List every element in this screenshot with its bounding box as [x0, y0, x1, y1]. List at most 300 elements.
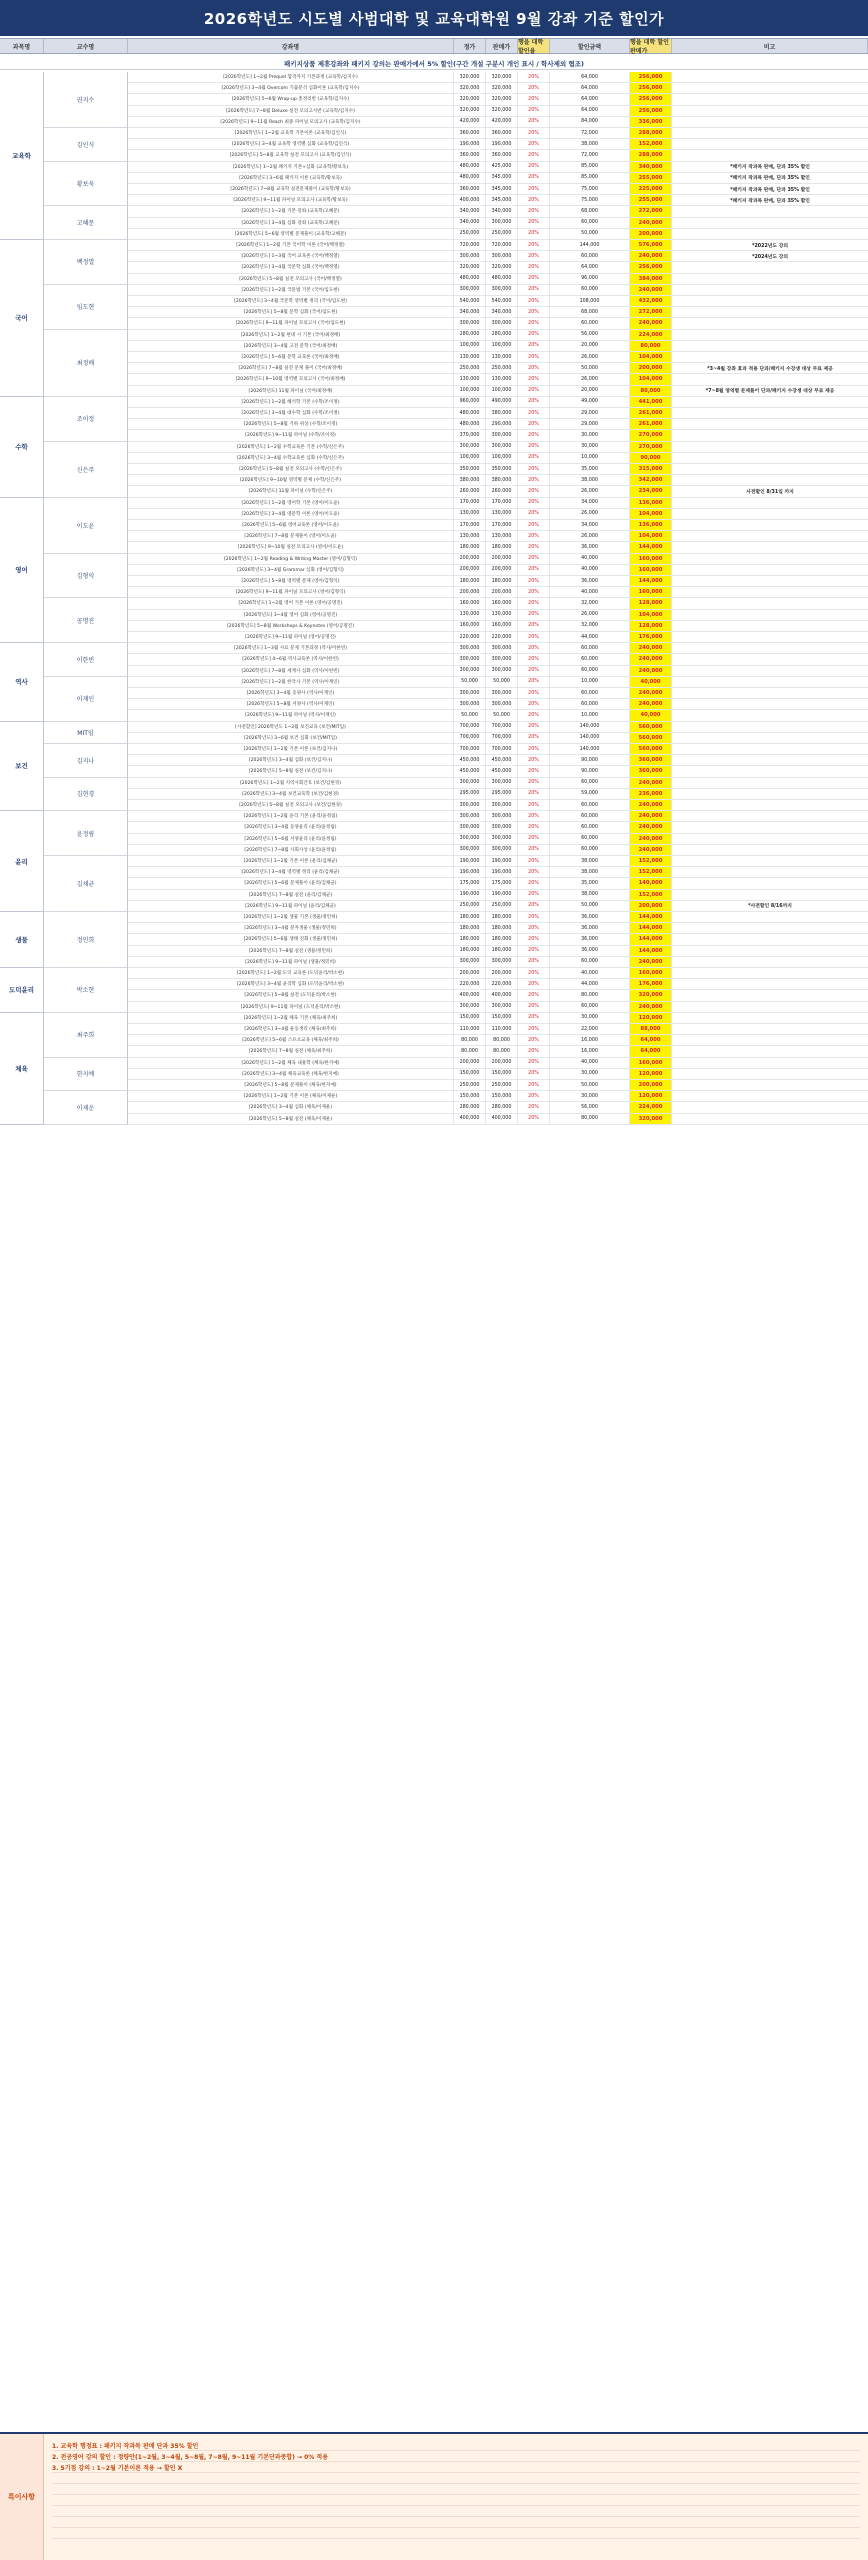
discount-amount: 29,000	[550, 419, 630, 429]
discount-amount: 34,000	[550, 520, 630, 530]
table-row	[128, 610, 868, 621]
table-row	[128, 1069, 868, 1080]
discount-rate: 20%	[518, 72, 550, 82]
row-note	[672, 878, 868, 888]
row-note	[672, 150, 868, 160]
course-name: [2026학년도] 5~6월 문학 교육론 (국어/최정배)	[128, 352, 454, 362]
list-price: 200,000	[454, 968, 486, 978]
list-price: 360,000	[454, 150, 486, 160]
row-note	[672, 1080, 868, 1090]
discount-amount: 38,000	[550, 867, 630, 877]
final-price: 64,000	[630, 1035, 672, 1045]
list-price: 300,000	[454, 666, 486, 676]
row-note	[672, 1114, 868, 1124]
sale-price: 450,000	[486, 766, 518, 776]
final-price: 240,000	[630, 643, 672, 653]
table-row	[128, 733, 868, 744]
final-price: 240,000	[630, 218, 672, 228]
discount-rate: 20%	[518, 744, 550, 754]
sale-price: 190,000	[486, 867, 518, 877]
discount-amount: 44,000	[550, 632, 630, 642]
discount-rate: 20%	[518, 83, 550, 93]
final-price: 560,000	[630, 733, 672, 743]
final-price: 432,000	[630, 296, 672, 306]
final-price: 576,000	[630, 240, 672, 250]
row-note	[672, 923, 868, 933]
sale-price: 200,000	[486, 587, 518, 597]
sale-price: 345,000	[486, 173, 518, 183]
list-price: 250,000	[454, 229, 486, 239]
final-price: 320,000	[630, 990, 672, 1000]
discount-rate: 20%	[518, 1080, 550, 1090]
list-price: 720,000	[454, 240, 486, 250]
sale-price: 100,000	[486, 453, 518, 463]
discount-amount: 26,000	[550, 352, 630, 362]
list-price: 450,000	[454, 766, 486, 776]
discount-rate: 20%	[518, 1058, 550, 1068]
course-name: [2026학년도] 9~11월 파이널 (역사/이재인)	[128, 710, 454, 720]
final-price: 224,000	[630, 330, 672, 340]
course-name: [2026학년도] 3~4월 분자생물 (생물/정민희)	[128, 923, 454, 933]
sale-price: 350,000	[486, 464, 518, 474]
final-price: 255,000	[630, 173, 672, 183]
discount-rate: 20%	[518, 318, 550, 328]
final-price: 104,000	[630, 531, 672, 541]
final-price: 236,000	[630, 789, 672, 799]
discount-rate: 20%	[518, 1069, 550, 1079]
course-name: [2026학년도] 1~2월 윤리 기본 (윤리/윤정림)	[128, 811, 454, 821]
row-note	[672, 442, 868, 452]
course-name: [2026학년도] 3~4월 동양윤리 (윤리/윤정림)	[128, 822, 454, 832]
row-note	[672, 542, 868, 552]
final-price: 270,000	[630, 442, 672, 452]
final-price: 261,000	[630, 419, 672, 429]
discount-rate: 20%	[518, 811, 550, 821]
discount-rate: 20%	[518, 240, 550, 250]
discount-amount: 49,000	[550, 397, 630, 407]
course-name: [2026학년도] 9~11월 파이널 (도덕윤리/박소현)	[128, 1002, 454, 1012]
table-row	[128, 878, 868, 889]
list-price: 380,000	[454, 475, 486, 485]
discount-rate: 20%	[518, 1091, 550, 1101]
course-name: [2026학년도] 3~4월 운동생리 (체육/최주희)	[128, 1024, 454, 1034]
list-price: 80,000	[454, 1046, 486, 1056]
table-row	[128, 621, 868, 632]
final-price: 288,000	[630, 150, 672, 160]
discount-amount: 26,000	[550, 486, 630, 496]
course-name: [2026학년도] 1~2월 지역사회간호 (보건/김현경)	[128, 778, 454, 788]
discount-amount: 60,000	[550, 688, 630, 698]
discount-amount: 40,000	[550, 565, 630, 575]
discount-rate: 20%	[518, 419, 550, 429]
discount-rate: 20%	[518, 890, 550, 900]
course-name: [2026학년도] 3~4월 영문학 이론 (영어/이도윤)	[128, 509, 454, 519]
row-note: *사전할인 8/16까지	[748, 904, 792, 910]
row-note	[672, 755, 868, 765]
subject-name: 교육학	[0, 72, 44, 240]
table-row	[128, 486, 868, 497]
discount-amount: 75,000	[550, 184, 630, 194]
discount-amount: 72,000	[550, 150, 630, 160]
row-note	[672, 677, 868, 687]
table-row	[128, 722, 868, 733]
discount-amount: 60,000	[550, 285, 630, 295]
teacher-name: 권지수	[44, 72, 128, 128]
final-price: 64,000	[630, 1046, 672, 1056]
course-name: [2026학년도] 9~11월 파이널 모의고사 (영어/김형익)	[128, 587, 454, 597]
sale-price: 300,000	[486, 800, 518, 810]
row-note	[672, 1069, 868, 1079]
list-price: 160,000	[454, 598, 486, 608]
discount-rate: 20%	[518, 430, 550, 440]
header-subject: 과목명	[0, 39, 44, 53]
course-name: [2026학년도] 9~11월 파이널 (윤리/김채균)	[128, 901, 454, 911]
final-price: 144,000	[630, 542, 672, 552]
row-note	[672, 94, 868, 104]
sale-price: 300,000	[486, 643, 518, 653]
final-price: 441,000	[630, 397, 672, 407]
list-price: 480,000	[454, 419, 486, 429]
list-price: 220,000	[454, 979, 486, 989]
list-price: 100,000	[454, 341, 486, 351]
discount-rate: 20%	[518, 990, 550, 1000]
final-price: 152,000	[630, 139, 672, 149]
course-name: [2026학년도] 11월 파이널 (수학/신은주)	[128, 486, 454, 496]
row-note	[672, 845, 868, 855]
table-row	[128, 822, 868, 833]
table-row	[128, 386, 868, 397]
discount-amount: 56,000	[550, 330, 630, 340]
discount-rate: 20%	[518, 94, 550, 104]
sale-price: 320,000	[486, 262, 518, 272]
final-price: 256,000	[630, 83, 672, 93]
teacher-name: 신은주	[44, 442, 128, 498]
sale-price: 300,000	[486, 811, 518, 821]
course-name: [2026학년도] 7~8월 실전 문제 풀이 (국어/최정배)	[128, 363, 454, 373]
sale-price: 200,000	[486, 1058, 518, 1068]
course-name: [2026학년도] 5~8월 실전 (체육/이제운)	[128, 1114, 454, 1124]
final-price: 240,000	[630, 688, 672, 698]
row-note	[672, 475, 868, 485]
teacher-name: 조이정	[44, 397, 128, 442]
row-note	[672, 744, 868, 754]
sale-price: 260,000	[486, 486, 518, 496]
teacher-name: 황보욱	[44, 162, 128, 207]
list-price: 700,000	[454, 733, 486, 743]
final-price: 144,000	[630, 576, 672, 586]
final-price: 272,000	[630, 206, 672, 216]
discount-amount: 36,000	[550, 576, 630, 586]
final-price: 144,000	[630, 946, 672, 956]
course-name: [2026학년도] 9~10월 영역별 문제 (수학/신은주)	[128, 475, 454, 485]
discount-amount: 32,000	[550, 621, 630, 631]
sale-price: 130,000	[486, 509, 518, 519]
course-name: [2026학년도] 7~8월 실전 (생물/정민희)	[128, 946, 454, 956]
row-note	[672, 554, 868, 564]
special-notes-lines	[44, 2434, 868, 2560]
discount-amount: 64,000	[550, 94, 630, 104]
sale-price: 320,000	[486, 106, 518, 116]
list-price: 300,000	[454, 318, 486, 328]
discount-rate: 20%	[518, 845, 550, 855]
discount-amount: 16,000	[550, 1046, 630, 1056]
list-price: 300,000	[454, 285, 486, 295]
list-price: 180,000	[454, 946, 486, 956]
discount-rate: 20%	[518, 442, 550, 452]
table-row	[128, 1013, 868, 1024]
discount-rate: 20%	[518, 262, 550, 272]
sale-price: 340,000	[486, 206, 518, 216]
list-price: 150,000	[454, 1091, 486, 1101]
discount-rate: 20%	[518, 654, 550, 664]
row-note	[672, 341, 868, 351]
discount-amount: 38,000	[550, 890, 630, 900]
final-price: 80,000	[630, 341, 672, 351]
final-price: 176,000	[630, 632, 672, 642]
final-price: 176,000	[630, 979, 672, 989]
course-name: [2026학년도] 3~6월 보건 심화 (보건/MIT임)	[128, 733, 454, 743]
final-price: 240,000	[630, 778, 672, 788]
course-name: [2026학년도] 5~8월 서양사 (역사/이재인)	[128, 699, 454, 709]
discount-amount: 40,000	[550, 1058, 630, 1068]
discount-amount: 22,000	[550, 1024, 630, 1034]
discount-amount: 60,000	[550, 251, 630, 261]
final-price: 104,000	[630, 509, 672, 519]
sale-price: 250,000	[486, 363, 518, 373]
row-note	[672, 1046, 868, 1056]
teacher-name: 박소현	[44, 968, 128, 1013]
final-price: 104,000	[630, 374, 672, 384]
list-price: 180,000	[454, 934, 486, 944]
final-price: 160,000	[630, 968, 672, 978]
row-note	[672, 856, 868, 866]
list-price: 250,000	[454, 363, 486, 373]
row-note	[672, 218, 868, 228]
discount-amount: 64,000	[550, 106, 630, 116]
sale-price: 200,000	[486, 554, 518, 564]
course-name: [2026학년도] 3~4월 체육교육론 (체육/한지예)	[128, 1069, 454, 1079]
final-price: 40,000	[630, 677, 672, 687]
discount-amount: 60,000	[550, 822, 630, 832]
table-row	[128, 173, 868, 184]
discount-rate: 20%	[518, 363, 550, 373]
list-price: 340,000	[454, 206, 486, 216]
list-price: 250,000	[454, 1080, 486, 1090]
sale-price: 170,000	[486, 498, 518, 508]
table-row	[128, 789, 868, 800]
subject-name: 윤리	[0, 811, 44, 912]
course-name: [2026학년도] 1~2월 기본 이론 (윤리/김채균)	[128, 856, 454, 866]
discount-amount: 36,000	[550, 923, 630, 933]
row-note	[672, 733, 868, 743]
table-row	[128, 83, 868, 94]
discount-rate: 20%	[518, 453, 550, 463]
sale-price: 490,000	[486, 397, 518, 407]
discount-rate: 20%	[518, 397, 550, 407]
table-row	[128, 430, 868, 441]
table-row	[128, 699, 868, 710]
course-name: [2026학년도] 5~8월 Workshops & Keynotes (영어/공명진)	[128, 621, 454, 631]
row-note	[672, 598, 868, 608]
final-price: 240,000	[630, 811, 672, 821]
final-price: 240,000	[630, 251, 672, 261]
sale-price: 130,000	[486, 610, 518, 620]
final-price: 240,000	[630, 285, 672, 295]
course-name: [2026학년도] 3~4월 국문학 심화 (국어/백정열)	[128, 262, 454, 272]
list-price: 480,000	[454, 162, 486, 172]
discount-amount: 10,000	[550, 710, 630, 720]
sale-price: 300,000	[486, 699, 518, 709]
subject-name: 수학	[0, 397, 44, 498]
final-price: 88,000	[630, 1024, 672, 1034]
header-price: 정가	[454, 39, 486, 53]
list-price: 300,000	[454, 688, 486, 698]
sale-price: 170,000	[486, 520, 518, 530]
list-price: 190,000	[454, 890, 486, 900]
final-price: 340,000	[630, 162, 672, 172]
row-note: *7~8월 영역별 문제풀이 단과/패키지 수강생 대상 무료 제공	[705, 389, 835, 395]
discount-rate: 20%	[518, 1024, 550, 1034]
discount-rate: 20%	[518, 1114, 550, 1124]
course-name: [2026학년도] 7~8월 사회사상 (윤리/윤정림)	[128, 845, 454, 855]
discount-rate: 20%	[518, 218, 550, 228]
row-note	[672, 699, 868, 709]
table-row	[128, 117, 868, 128]
course-name: [2026학년도] 7~8월 세계사 심화 (역사/이한빈)	[128, 666, 454, 676]
table-row	[128, 654, 868, 665]
final-price: 315,000	[630, 464, 672, 474]
final-price: 270,000	[630, 430, 672, 440]
sale-price: 50,000	[486, 677, 518, 687]
discount-rate: 20%	[518, 117, 550, 127]
sale-price: 400,000	[486, 990, 518, 1000]
discount-amount: 29,000	[550, 408, 630, 418]
table-row	[128, 867, 868, 878]
row-note	[672, 1035, 868, 1045]
list-price: 280,000	[454, 330, 486, 340]
course-name: [2026학년도] 7~8월 문제풀이 (영어/이도윤)	[128, 531, 454, 541]
teacher-name: MIT임	[44, 722, 128, 744]
list-price: 960,000	[454, 397, 486, 407]
sale-price: 300,000	[486, 822, 518, 832]
discount-rate: 20%	[518, 229, 550, 239]
row-note	[672, 621, 868, 631]
table-row	[128, 710, 868, 721]
list-price: 295,000	[454, 789, 486, 799]
discount-rate: 20%	[518, 408, 550, 418]
discount-rate: 20%	[518, 139, 550, 149]
list-price: 100,000	[454, 453, 486, 463]
table-row	[128, 923, 868, 934]
table-row	[128, 778, 868, 789]
sale-price: 160,000	[486, 621, 518, 631]
final-price: 144,000	[630, 923, 672, 933]
special-notes-label: 특이사항	[0, 2434, 44, 2560]
sale-price: 180,000	[486, 946, 518, 956]
row-note	[672, 990, 868, 1000]
course-name: [2026학년도] 9~11월 파이널 (수학/조이정)	[128, 430, 454, 440]
teacher-name: 김현경	[44, 778, 128, 812]
sale-price: 340,000	[486, 307, 518, 317]
page-title: 2026학년도 시도별 사범대학 및 교육대학원 9월 강좌 기준 할인가	[0, 0, 868, 36]
final-price: 40,000	[630, 710, 672, 720]
discount-amount: 140,000	[550, 722, 630, 732]
list-price: 175,000	[454, 878, 486, 888]
row-note: *3~4월 강좌 효과 적용 단과/패키지 수강생 대상 무료 제공	[707, 366, 833, 372]
row-note	[672, 262, 868, 272]
course-name: [2026학년도] 5~6월 영어교육론 (영어/이도윤)	[128, 520, 454, 530]
list-price: 250,000	[454, 901, 486, 911]
subject-name: 생물	[0, 912, 44, 968]
list-price: 300,000	[454, 699, 486, 709]
table-row	[128, 1102, 868, 1113]
table-row	[128, 688, 868, 699]
list-price: 320,000	[454, 72, 486, 82]
list-price: 200,000	[454, 565, 486, 575]
table-row	[128, 397, 868, 408]
table-row	[128, 229, 868, 240]
discount-amount: 38,000	[550, 139, 630, 149]
row-note	[672, 274, 868, 284]
discount-amount: 59,000	[550, 789, 630, 799]
list-price: 110,000	[454, 1024, 486, 1034]
final-price: 128,000	[630, 621, 672, 631]
final-price: 128,000	[630, 598, 672, 608]
sale-price: 320,000	[486, 83, 518, 93]
discount-amount: 26,000	[550, 509, 630, 519]
list-price: 320,000	[454, 262, 486, 272]
list-price: 300,000	[454, 654, 486, 664]
table-row	[128, 598, 868, 609]
sale-price: 300,000	[486, 318, 518, 328]
header-course: 강좌명	[128, 39, 454, 53]
package-notice: 패키지상품 제휴강좌와 패키지 강의는 판매가에서 5% 할인(구간 개설 구분시 개인 표시 / 학사제외 협조)	[0, 57, 868, 70]
table-row	[128, 352, 868, 363]
discount-rate: 20%	[518, 587, 550, 597]
table-row	[128, 1058, 868, 1069]
table-row	[128, 240, 868, 251]
final-price: 104,000	[630, 610, 672, 620]
teacher-name: 백정열	[44, 240, 128, 285]
discount-rate: 20%	[518, 565, 550, 575]
table-row	[128, 498, 868, 509]
list-price: 360,000	[454, 184, 486, 194]
final-price: 288,000	[630, 128, 672, 138]
discount-rate: 20%	[518, 598, 550, 608]
list-price: 340,000	[454, 218, 486, 228]
discount-amount: 60,000	[550, 957, 630, 967]
discount-amount: 60,000	[550, 654, 630, 664]
list-price: 300,000	[454, 834, 486, 844]
sale-price: 295,000	[486, 789, 518, 799]
course-name: [2026학년도] 9~10월 영역별 모의고사 (국어/최정배)	[128, 374, 454, 384]
table-row	[128, 744, 868, 755]
row-note	[672, 285, 868, 295]
sale-price: 480,000	[486, 274, 518, 284]
sale-price: 180,000	[486, 912, 518, 922]
final-price: 336,000	[630, 117, 672, 127]
table-row	[128, 677, 868, 688]
course-name: [2026학년도] 3~4월 고전 문학 (국어/최정배)	[128, 341, 454, 351]
discount-rate: 20%	[518, 699, 550, 709]
discount-rate: 20%	[518, 341, 550, 351]
discount-rate: 20%	[518, 576, 550, 586]
discount-amount: 64,000	[550, 262, 630, 272]
table-row	[128, 218, 868, 229]
sale-price: 290,000	[486, 419, 518, 429]
course-name: [2026학년도] 7~8월 교육학 실전문제풀이 (교육학/황보욱)	[128, 184, 454, 194]
list-price: 170,000	[454, 498, 486, 508]
